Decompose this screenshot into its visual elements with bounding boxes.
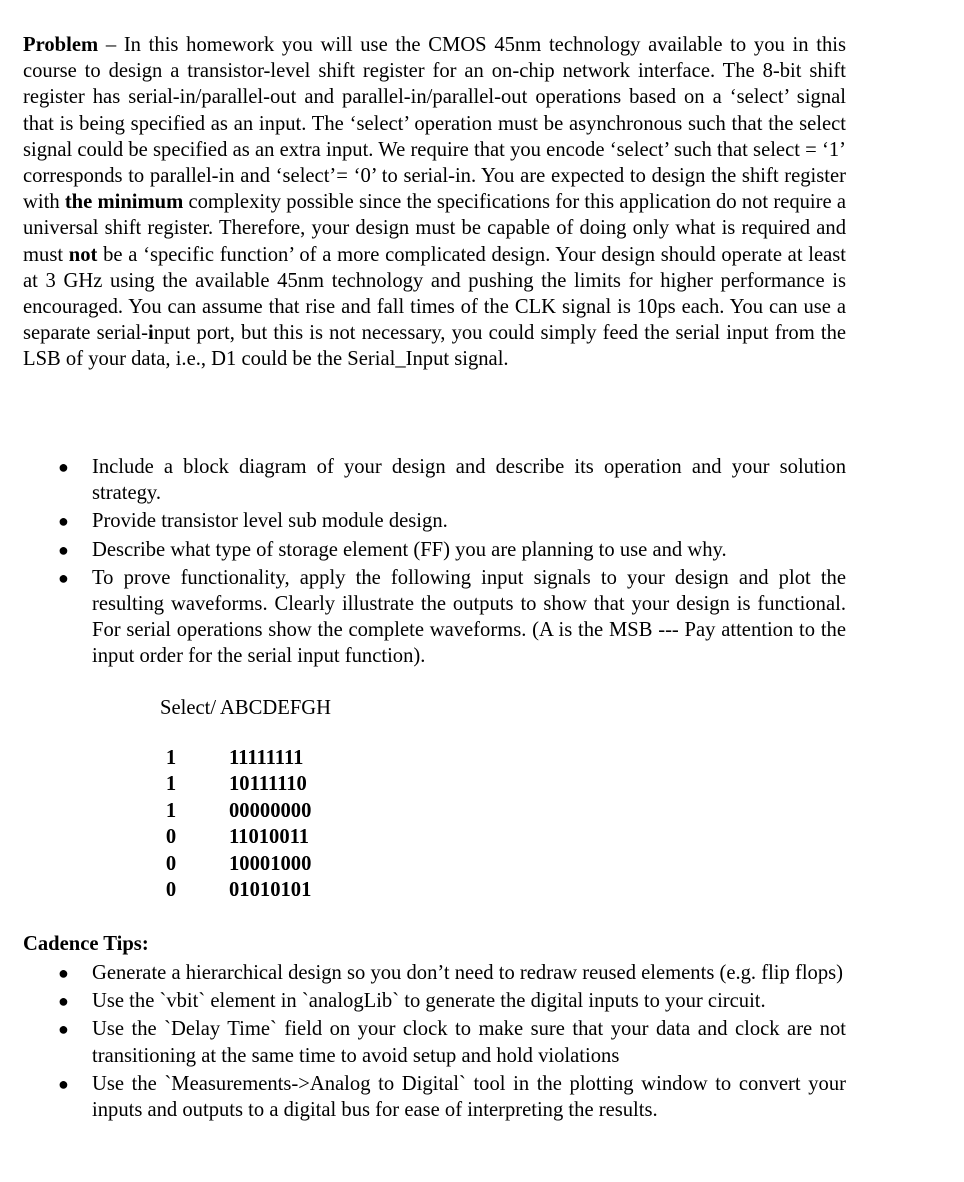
table-row [160,798,311,824]
requirement-text: Provide transistor level sub module design. [92,510,448,533]
tip-text: Generate a hierarchical design so you don’t need to redraw reused elements (e.g. flip flops) [92,962,844,984]
bullet-icon: ● [58,1019,69,1040]
bullet-icon: ● [58,511,69,532]
select-cell: 1 [165,773,177,796]
problem-paragraph [23,32,846,373]
requirement-item [23,454,846,506]
problem-emphasis-minimum: the minimum [64,191,184,214]
table-row [160,745,311,771]
bits-cell: 01010101 [229,879,312,902]
requirement-item [23,565,846,670]
requirement-text: To prove functionality, apply the following input signals to your design and plot the resulting waveforms. Clearly illustrate the outputs to show that your design is functional. For serial operations show the complete waveforms. (A is the MSB --- Pay attention to the input order for the serial input function). [92,566,846,668]
requirement-item [23,508,846,534]
table-row [160,851,311,877]
bits-cell: 10001000 [229,852,312,875]
requirements-list [23,454,846,672]
tip-text: Use the `Measurements->Analog to Digital` tool in the plotting window to convert your inputs and outputs to a digital bus for ease of interpreting the results. [92,1072,846,1122]
tip-item [23,960,846,986]
tip-text: Use the `vbit` element in `analogLib` to generate the digital inputs to your circuit. [92,990,766,1013]
problem-text-1: In this homework you will use the CMOS 45nm technology available to you in this course to design a transistor-level shift register for an on-chip network interface. The 8-bit shift register has serial-in/parallel-out and parallel-in/parallel-out operations based on a ‘select’ signal that is being specified as an input. The ‘select’ operation must be asynchronous such that the select signal could be specified as an extra input. We require that you encode ‘select’ such that select = ‘1’ corresponds to parallel-in and ‘select’= ‘0’ to serial-in. You are expected to design the shift register with [23,34,846,214]
select-cell: 1 [165,799,177,822]
problem-emphasis-i: i [148,322,154,345]
tip-item [23,1016,846,1068]
table-row [160,771,311,797]
tip-text: Use the `Delay Time` field on your clock to make sure that your data and clock are not transitioning at the same time to avoid setup and hold violations [92,1018,846,1067]
requirement-item [23,537,846,563]
problem-text-2: complexity possible since the specifications for this application do not require a universal shift register. Therefore, your design must be capable of doing only what is required and must [23,191,846,266]
bullet-icon: ● [58,539,69,560]
table-row [160,877,311,903]
bullet-icon: ● [58,567,69,588]
select-cell: 0 [165,879,177,902]
problem-dash: – [105,34,117,56]
problem-emphasis-not: not [68,243,98,266]
problem-text-4: nput port, but this is not necessary, you could simply feed the serial input from the LSB of your data, i.e., D1 could be the Serial_Input signal. [23,322,847,371]
input-table-header: Select/ ABCDEFGH [160,697,332,719]
problem-label: Problem [23,34,99,56]
bits-cell: 11010011 [229,826,310,849]
requirement-text: Include a block diagram of your design and describe its operation and your solution strategy. [92,456,846,505]
cadence-tips-title: Cadence Tips: [23,933,149,955]
tip-item [23,1071,846,1123]
bullet-icon: ● [58,457,69,477]
select-cell: 0 [165,852,177,875]
requirement-text: Describe what type of storage element (FF) you are planning to use and why. [92,538,727,561]
table-row [160,824,311,850]
bits-cell: 11111111 [229,747,304,769]
cadence-tips-list [23,960,846,1125]
bits-cell: 00000000 [229,799,312,822]
bits-cell: 10111110 [229,773,307,796]
select-cell: 1 [165,747,177,769]
bullet-icon: ● [58,1073,69,1094]
tip-item [23,988,846,1014]
problem-text-3: be a ‘specific function’ of a more complicated design. Your design should operate at least at 3 GHz using the available 45nm technology and pushing the limits for higher performance is encouraged. You can assume that rise and fall times of the CLK signal is 10ps each. You can use a separate serial- [23,243,846,345]
select-cell: 0 [165,826,177,849]
bullet-icon: ● [58,991,69,1012]
input-signal-table [160,745,311,903]
bullet-icon: ● [58,963,69,983]
